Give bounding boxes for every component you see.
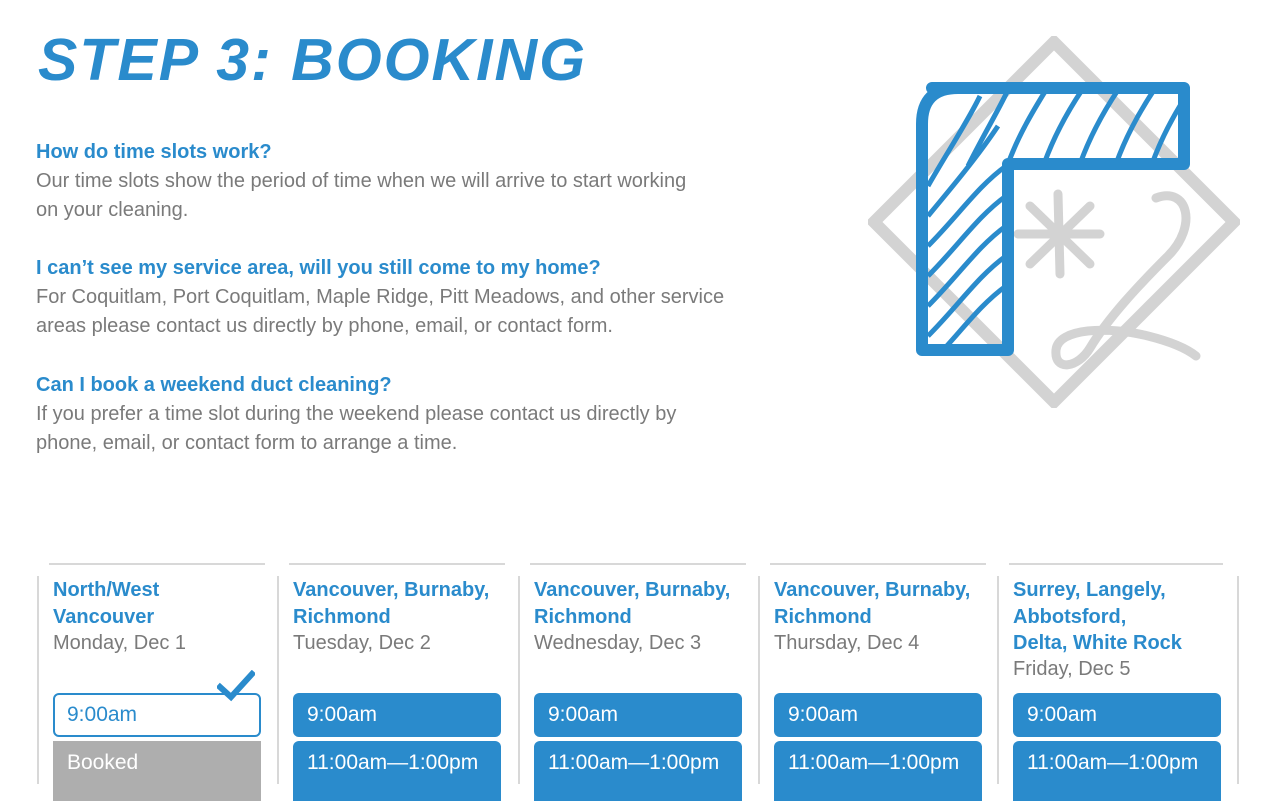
faq-item: [36, 138, 776, 225]
column-divider: [530, 563, 746, 565]
column-divider: [289, 563, 505, 565]
time-slot[interactable]: 9:00am: [774, 693, 982, 737]
faq-question: Can I book a weekend duct cleaning?: [36, 374, 392, 396]
day-date: Wednesday, Dec 3: [534, 632, 702, 654]
checkmark-icon: [217, 670, 255, 702]
service-region: Surrey, Langely, Abbotsford, Delta, White Rock: [1013, 579, 1182, 654]
service-region: North/West Vancouver: [53, 579, 160, 628]
booking-calendar: [0, 556, 1271, 784]
day-column-tuesday: [277, 556, 505, 784]
column-divider: [1009, 563, 1223, 565]
faq-question: How do time slots work?: [36, 141, 272, 163]
time-slot[interactable]: 9:00am: [534, 693, 742, 737]
day-column-friday: [997, 556, 1239, 784]
faq-question: I can’t see my service area, will you still come to my home?: [36, 257, 601, 279]
column-border: [1237, 576, 1239, 784]
column-border: [758, 576, 760, 784]
time-slot[interactable]: 9:00am: [1013, 693, 1221, 737]
day-column-monday: [37, 556, 265, 784]
day-date: Tuesday, Dec 2: [293, 632, 431, 654]
service-region: Vancouver, Burnaby, Richmond: [774, 579, 971, 628]
time-slot[interactable]: 11:00am—1:00pm: [534, 741, 742, 801]
column-border: [518, 576, 520, 784]
faq-answer: For Coquitlam, Port Coquitlam, Maple Ridge, Pitt Meadows, and other service areas please contact us directly by phone, email, or contact form.: [36, 286, 725, 337]
column-divider: [49, 563, 265, 565]
day-date: Thursday, Dec 4: [774, 632, 920, 654]
column-divider: [770, 563, 986, 565]
duct-cleaning-logo-icon: [868, 36, 1240, 408]
faq-item: [36, 371, 776, 458]
column-border: [277, 576, 279, 784]
faq-answer: If you prefer a time slot during the weekend please contact us directly by phone, email, or contact form to arrange a time.: [36, 403, 677, 454]
time-slot[interactable]: 11:00am—1:00pm: [1013, 741, 1221, 801]
column-border: [37, 576, 39, 784]
time-slot-booked: Booked: [53, 741, 261, 801]
faq-answer: Our time slots show the period of time when we will arrive to start working on your cleaning.: [36, 170, 687, 221]
day-column-wednesday: [518, 556, 746, 784]
time-slot[interactable]: 11:00am—1:00pm: [293, 741, 501, 801]
day-column-thursday: [758, 556, 986, 784]
time-slot[interactable]: 11:00am—1:00pm: [774, 741, 982, 801]
time-slot-selected[interactable]: 9:00am: [53, 693, 261, 737]
service-region: Vancouver, Burnaby, Richmond: [534, 579, 731, 628]
column-border: [997, 576, 999, 784]
day-date: Friday, Dec 5: [1013, 658, 1131, 680]
day-date: Monday, Dec 1: [53, 632, 187, 654]
page-title: STEP 3: BOOKING: [38, 27, 588, 93]
service-region: Vancouver, Burnaby, Richmond: [293, 579, 490, 628]
time-slot[interactable]: 9:00am: [293, 693, 501, 737]
faq-item: [36, 254, 776, 341]
